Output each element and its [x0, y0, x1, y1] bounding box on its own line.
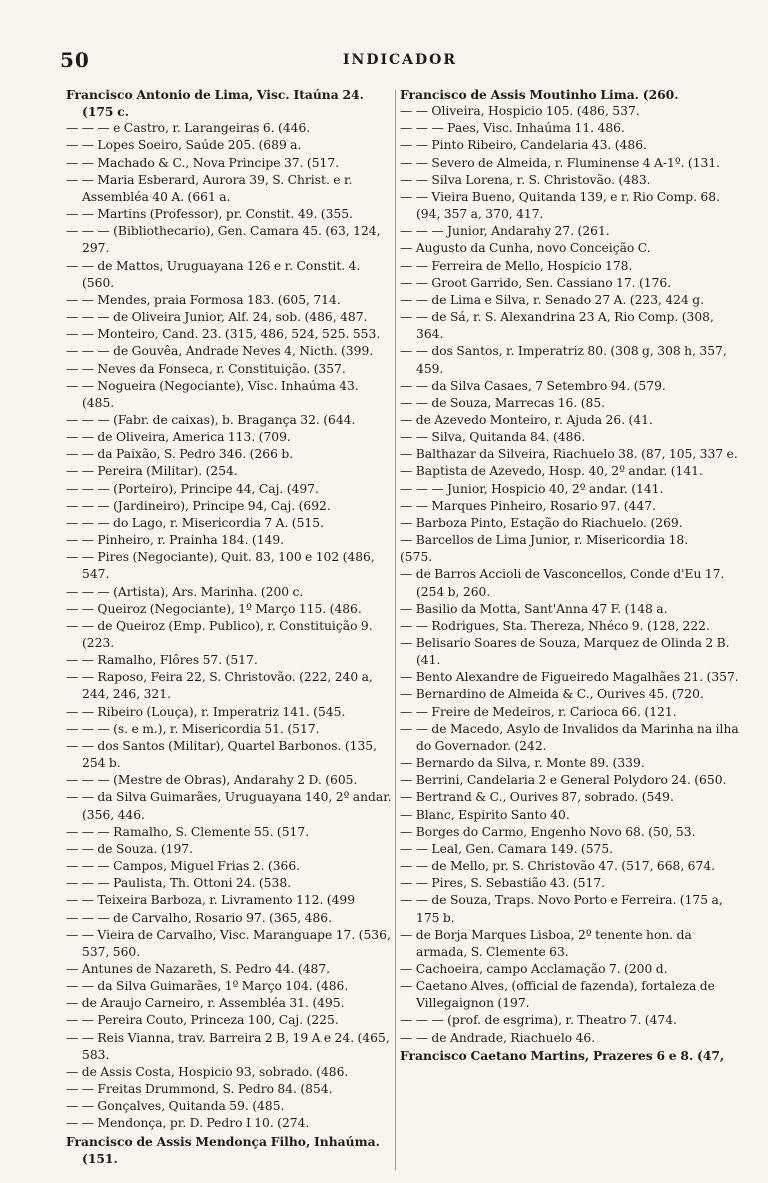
directory-entry: — — Pinto Ribeiro, Candelaria 43. (486. — [400, 138, 647, 153]
directory-entry: Francisco de Assis Moutinho Lima. (260. — [400, 87, 679, 102]
directory-entry: — — de Mattos, Uruguayana 126 e r. Constit. 4. (560. — [66, 258, 361, 290]
directory-entry: — — dos Santos, r. Imperatriz 80. (308 g, 308 h, 357, 459. — [400, 344, 727, 376]
directory-entry: — — de Queiroz (Emp. Publico), r. Constituição 9. (223. — [66, 618, 373, 650]
directory-entry: — — da Silva Guimarães, 1º Março 104. (486. — [66, 979, 349, 994]
directory-entry: — — da Paixão, S. Pedro 346. (266 b. — [66, 447, 294, 462]
directory-entry: — — — (s. e m.), r. Misericordia 51. (517. — [66, 721, 320, 736]
left-column — [66, 86, 393, 1167]
running-title: INDICADOR — [342, 52, 457, 68]
directory-entry: — — Vieira Bueno, Quitanda 139, e r. Rio Comp. 68. (94, 357 a, 370, 417. — [400, 189, 720, 222]
directory-entry: — — de Sá, r. S. Alexandrina 23 A, Rio Comp. (308, 364. — [400, 310, 714, 342]
directory-entry: — Borges do Carmo, Engenho Novo 68. (50, 53. — [400, 824, 696, 839]
directory-entry: — — Ramalho, Flôres 57. (517. — [66, 653, 258, 668]
directory-entry: — — de Macedo, Asylo de Invalidos da Marinha na ilha do Governador. (242. — [400, 721, 739, 753]
directory-entry: — Barcellos de Lima Junior, r. Misericordia 18. — [400, 533, 689, 548]
directory-entry: — — Silva Lorena, r. S. Christovão. (483. — [400, 172, 651, 187]
directory-entry: — — Oliveira, Hospicio 105. (486, 537. — [400, 104, 640, 119]
directory-entry: — — Pereira (Militar). (254. — [66, 464, 238, 479]
directory-entry: — Berrini, Candelaria 2 e General Polydoro 24. (650. — [400, 773, 727, 788]
directory-entry: — — — (Artista), Ars. Marinha. (200 c. — [66, 584, 304, 599]
directory-entry: — Belisario Soares de Souza, Marquez de Olinda 2 B. (41. — [400, 636, 730, 668]
directory-entry: — — Queiroz (Negociante), 1º Março 115. (486. — [66, 601, 362, 616]
directory-entry: — — — (Jardineiro), Principe 94, Caj. (692. — [66, 498, 331, 513]
directory-entry: Francisco Caetano Martins, Prazeres 6 e 8. (47, — [400, 1047, 725, 1063]
directory-entry: — — Lopes Soeiro, Saúde 205. (689 a. — [66, 138, 302, 153]
directory-entry: — Bernardo da Silva, r. Monte 89. (339. — [400, 756, 645, 771]
directory-entry: — Baptista de Azevedo, Hosp. 40, 2º andar. (141. — [400, 464, 703, 479]
directory-entry: — — Leal, Gen. Camara 149. (575. — [400, 841, 614, 856]
directory-entry: — Augusto da Cunha, novo Conceição C. — [400, 241, 651, 256]
directory-entry: — — Freire de Medeiros, r. Carioca 66. (121. — [400, 704, 677, 719]
directory-entry: — — — Ramalho, S. Clemente 55. (517. — [66, 824, 310, 839]
directory-entry: — — — Campos, Miguel Frias 2. (366. — [66, 859, 301, 874]
directory-entry: — — Gonçalves, Quitanda 59. (485. — [66, 1099, 285, 1114]
directory-entry: — — Reis Vianna, trav. Barreira 2 B, 19 A e 24. (465, 583. — [66, 1030, 390, 1062]
column-divider — [395, 90, 396, 1170]
directory-entry: — — Marques Pinheiro, Rosario 97. (447. — [400, 498, 656, 513]
directory-entry: — — Monteiro, Cand. 23. (315, 486, 524, 525. 553. — [66, 327, 381, 342]
directory-entry: — — Pinheiro, r. Prainha 184. (149. — [66, 533, 285, 548]
directory-entry: — Barboza Pinto, Estação do Riachuelo. (269. — [400, 515, 683, 530]
directory-entry: — de Araujo Carneiro, r. Assembléa 31. (495. — [66, 996, 345, 1011]
directory-entry: — — — de Carvalho, Rosario 97. (365, 486. — [66, 910, 333, 925]
directory-entry: — — — (Bibliothecario), Gen. Camara 45. (63, 124, 297. — [66, 224, 381, 256]
directory-entry: — — — Junior, Hospicio 40, 2º andar. (141. — [400, 481, 664, 496]
directory-entry: — Antunes de Nazareth, S. Pedro 44. (487. — [66, 961, 331, 976]
directory-entry: — — Martins (Professor), pr. Constit. 49. (355. — [66, 207, 353, 222]
page-number: 50 — [60, 48, 90, 72]
page-header — [60, 48, 740, 72]
directory-entry: — — de Souza. (197. — [66, 841, 194, 856]
directory-entry: — — da Silva Guimarães, Uruguayana 140, 2º andar. (356, 446. — [66, 790, 392, 822]
directory-entry: — Blanc, Espirito Santo 40. — [400, 807, 570, 822]
directory-entry: — — Pereira Couto, Princeza 100, Caj. (225. — [66, 1013, 339, 1028]
directory-entry: — de Assis Costa, Hospicio 93, sobrado. (486. — [66, 1064, 349, 1079]
directory-entry: — — — do Lago, r. Misericordia 7 A. (515. — [66, 515, 324, 530]
directory-entry: — de Barros Accioli de Vasconcellos, Conde d'Eu 17. (254 b, 260. — [400, 567, 725, 599]
directory-entry: — — — Junior, Andarahy 27. (261. — [400, 224, 610, 239]
directory-entry: — — Freitas Drummond, S. Pedro 84. (854. — [66, 1082, 333, 1097]
directory-entry: — — Neves da Fonseca, r. Constituição. (357. — [66, 361, 346, 376]
directory-entry: — — Pires (Negociante), Quit. 83, 100 e 102 (486, 547. — [66, 550, 375, 582]
directory-entry: — — Vieira de Carvalho, Visc. Maranguape 17. (536, 537, 560. — [66, 927, 391, 959]
directory-entry: — — de Souza, Marrecas 16. (85. — [400, 395, 606, 410]
right-column — [400, 86, 742, 1064]
directory-entry: — — Groot Garrido, Sen. Cassiano 17. (176. — [400, 275, 672, 290]
directory-entry: — — — e Castro, r. Larangeiras 6. (446. — [66, 121, 311, 136]
directory-entry: — de Azevedo Monteiro, r. Ajuda 26. (41. — [400, 412, 653, 427]
directory-entry: — Caetano Alves, (official de fazenda), fortaleza de Villegaignon (197. — [400, 979, 715, 1011]
directory-entry: — — Raposo, Feira 22, S. Christovão. (222, 240 a, 244, 246, 321. — [66, 670, 373, 702]
directory-entry: — Bertrand & C., Ourives 87, sobrado. (549. — [400, 790, 674, 805]
directory-entry: — — — Paulista, Th. Ottoni 24. (538. — [66, 876, 292, 891]
directory-entry: — Basilio da Motta, Sant'Anna 47 F. (148 a. — [400, 601, 668, 616]
directory-entry: — — de Mello, pr. S. Christovão 47. (517, 668, 674. — [400, 859, 716, 874]
directory-entry: — — Ferreira de Mello, Hospicio 178. — [400, 258, 633, 273]
directory-entry: — — de Oliveira, America 113. (709. — [66, 430, 291, 445]
directory-entry: — — Mendonça, pr. D. Pedro I 10. (274. — [66, 1116, 310, 1131]
directory-entry: — — — de Gouvêa, Andrade Neves 4, Nicth. (399. — [66, 344, 374, 359]
directory-entry: — Bernardino de Almeida & C., Ourives 45. (720. — [400, 687, 704, 702]
directory-entry: — — Rodrigues, Sta. Thereza, Nhéco 9. (128, 222. — [400, 618, 710, 633]
directory-entry: — — Machado & C., Nova Principe 37. (517. — [66, 155, 340, 170]
directory-entry: — — — Paes, Visc. Inhaúma 11. 486. — [400, 121, 625, 136]
directory-entry: — — — de Oliveira Junior, Alf. 24, sob. (486, 487. — [66, 310, 368, 325]
directory-entry: — — Pires, S. Sebastião 43. (517. — [400, 876, 606, 891]
directory-entry: — — — (prof. de esgrima), r. Theatro 7. (474. — [400, 1013, 677, 1028]
directory-entry: — — Mendes, praia Formosa 183. (605, 714. — [66, 292, 341, 307]
directory-entry: — — de Andrade, Riachuelo 46. — [400, 1030, 596, 1045]
directory-entry: — — de Lima e Silva, r. Senado 27 A. (223, 424 g. — [400, 292, 705, 307]
directory-entry: — — Silva, Quitanda 84. (486. — [400, 430, 586, 445]
directory-entry: — de Borja Marques Lisboa, 2º tenente hon. da armada, S. Clemente 63. — [400, 927, 692, 959]
directory-entry: — — — (Porteiro), Principe 44, Caj. (497. — [66, 481, 319, 496]
directory-entry: — — Nogueira (Negociante), Visc. Inhaúma 43. (485. — [66, 378, 359, 410]
directory-entry: — — de Souza, Traps. Novo Porto e Ferreira. (175 a, 175 b. — [400, 893, 723, 925]
directory-entry: Francisco Antonio de Lima, Visc. Itaúna 24. (175 c. — [66, 87, 364, 120]
directory-entry: Francisco de Assis Mendonça Filho, Inhaúma. (151. — [66, 1133, 380, 1166]
directory-entry: — — da Silva Casaes, 7 Setembro 94. (579. — [400, 378, 666, 393]
directory-entry: — — Teixeira Barboza, r. Livramento 112. (499 — [66, 893, 356, 908]
directory-entry: — — Severo de Almeida, r. Fluminense 4 A-1º. (131. — [400, 155, 721, 170]
directory-entry: — — — (Fabr. de caixas), b. Bragança 32. (644. — [66, 412, 356, 427]
directory-entry: — — Ribeiro (Louça), r. Imperatriz 141. (545. — [66, 704, 346, 719]
directory-entry: — — Maria Esberard, Aurora 39, S. Christ. e r. Assembléa 40 A. (661 a. — [66, 172, 353, 204]
directory-entry: — — — (Mestre de Obras), Andarahy 2 D. (605. — [66, 773, 358, 788]
directory-entry: (575. — [400, 550, 433, 565]
directory-entry: — — dos Santos (Militar), Quartel Barbonos. (135, 254 b. — [66, 738, 378, 771]
directory-entry: — Balthazar da Silveira, Riachuelo 38. (87, 105, 337 e. — [400, 447, 738, 462]
directory-entry: — Cachoeira, campo Acclamação 7. (200 d. — [400, 961, 668, 976]
directory-entry: — Bento Alexandre de Figueiredo Magalhães 21. (357. — [400, 670, 739, 685]
